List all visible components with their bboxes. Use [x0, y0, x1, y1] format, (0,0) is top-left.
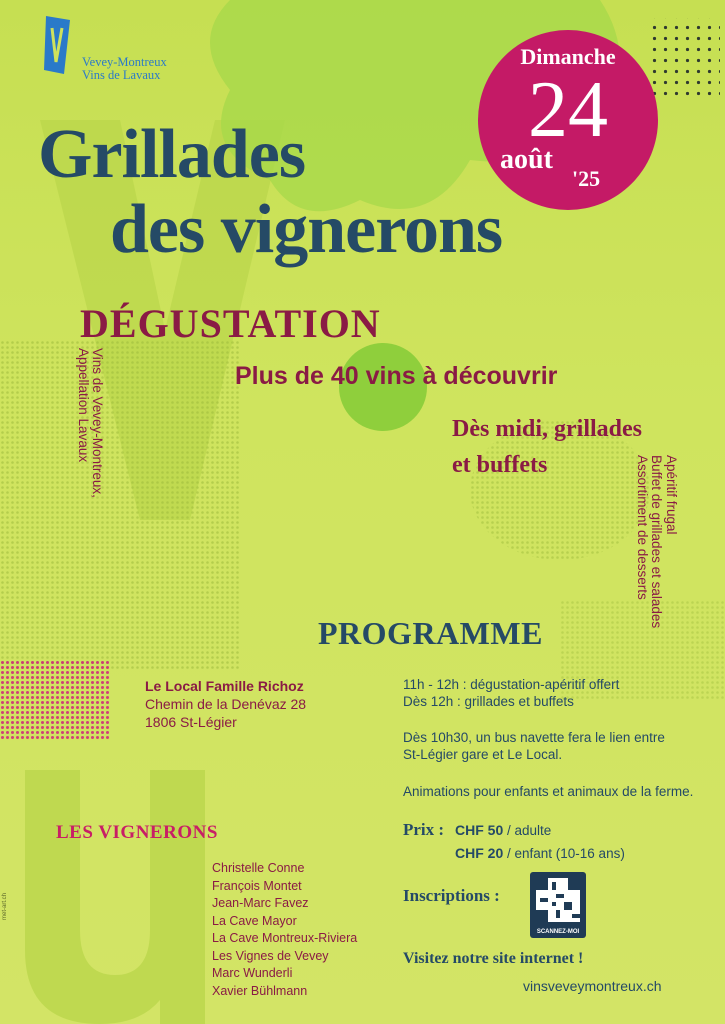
date-month: août: [500, 144, 553, 175]
qr-code-icon: [536, 878, 580, 922]
degustation-heading: DÉGUSTATION: [80, 301, 381, 346]
food-line2: et buffets: [452, 452, 548, 478]
page-title-line1: Grillades: [38, 116, 306, 193]
food-line1: Dès midi, grillades: [452, 416, 642, 442]
venue-street: Chemin de la Denévaz 28: [145, 696, 307, 712]
page-title-line2: des vignerons: [110, 191, 503, 268]
venue-name: Le Local Famille Richoz: [145, 678, 304, 694]
list-item: La Cave Montreux-Riviera: [212, 931, 358, 945]
food-side-item: Apéritif frugal: [664, 455, 679, 535]
list-item: Marc Wunderli: [212, 966, 293, 980]
qr-label: SCANNEZ-MOI: [536, 929, 580, 935]
programme-schedule: [403, 676, 619, 710]
qr-code[interactable]: [530, 872, 586, 938]
vignerons-list: [212, 860, 357, 1000]
logo-text: [82, 56, 167, 82]
vignerons-heading: LES VIGNERONS: [56, 822, 218, 843]
programme-shuttle: [403, 729, 665, 763]
list-item: Les Vignes de Vevey: [212, 948, 329, 963]
price-label: Prix :: [403, 820, 445, 839]
logo-line1: Vevey-Montreux: [82, 55, 167, 69]
shuttle-line: Dès 10h30, un bus navette fera le lien entre: [403, 730, 665, 745]
shuttle-line: St-Légier gare et Le Local.: [403, 747, 563, 762]
logo-line2: Vins de Lavaux: [82, 68, 161, 82]
price-amount: CHF 20: [455, 845, 504, 861]
schedule-item: 11h - 12h : dégustation-apéritif offert: [403, 677, 620, 692]
list-item: La Cave Mayor: [212, 913, 297, 928]
degustation-side-line1: Vins de Vevey-Montreux,: [90, 348, 105, 498]
date-day: 24: [528, 66, 608, 154]
programme-animations: Animations pour enfants et animaux de la ferme.: [403, 784, 694, 799]
price-amount: CHF 50: [455, 822, 504, 838]
website-link[interactable]: vinsveveymontreux.ch: [523, 978, 662, 994]
venue-city: 1806 St-Légier: [145, 714, 237, 730]
degustation-side-text: [78, 348, 104, 528]
price-child: [455, 845, 625, 861]
food-side-text: [624, 455, 678, 655]
date-weekday: Dimanche: [520, 44, 616, 69]
design-credit: met-art.ch: [2, 892, 8, 920]
logo-icon: [42, 14, 72, 76]
food-side-item: Buffet de grillades et salades: [649, 455, 665, 629]
date-year: '25: [572, 166, 601, 191]
price-adult: [455, 822, 551, 838]
list-item: Xavier Bühlmann: [212, 983, 308, 998]
price-audience: / adulte: [507, 823, 552, 838]
venue-address: [145, 677, 306, 731]
list-item: Jean-Marc Favez: [212, 896, 309, 910]
schedule-item: Dès 12h : grillades et buffets: [403, 694, 574, 709]
price-audience: / enfant (10-16 ans): [507, 846, 625, 861]
list-item: François Montet: [212, 878, 302, 893]
degustation-subheading: Plus de 40 vins à découvrir: [235, 362, 558, 390]
food-side-item: Assortiment de desserts: [635, 455, 650, 600]
visit-website-text: Visitez notre site internet !: [403, 950, 584, 967]
programme-heading: PROGRAMME: [318, 615, 543, 651]
registration-label: Inscriptions :: [403, 886, 500, 905]
list-item: Christelle Conne: [212, 861, 305, 875]
degustation-side-line2: Appellation Lavaux: [76, 348, 91, 463]
